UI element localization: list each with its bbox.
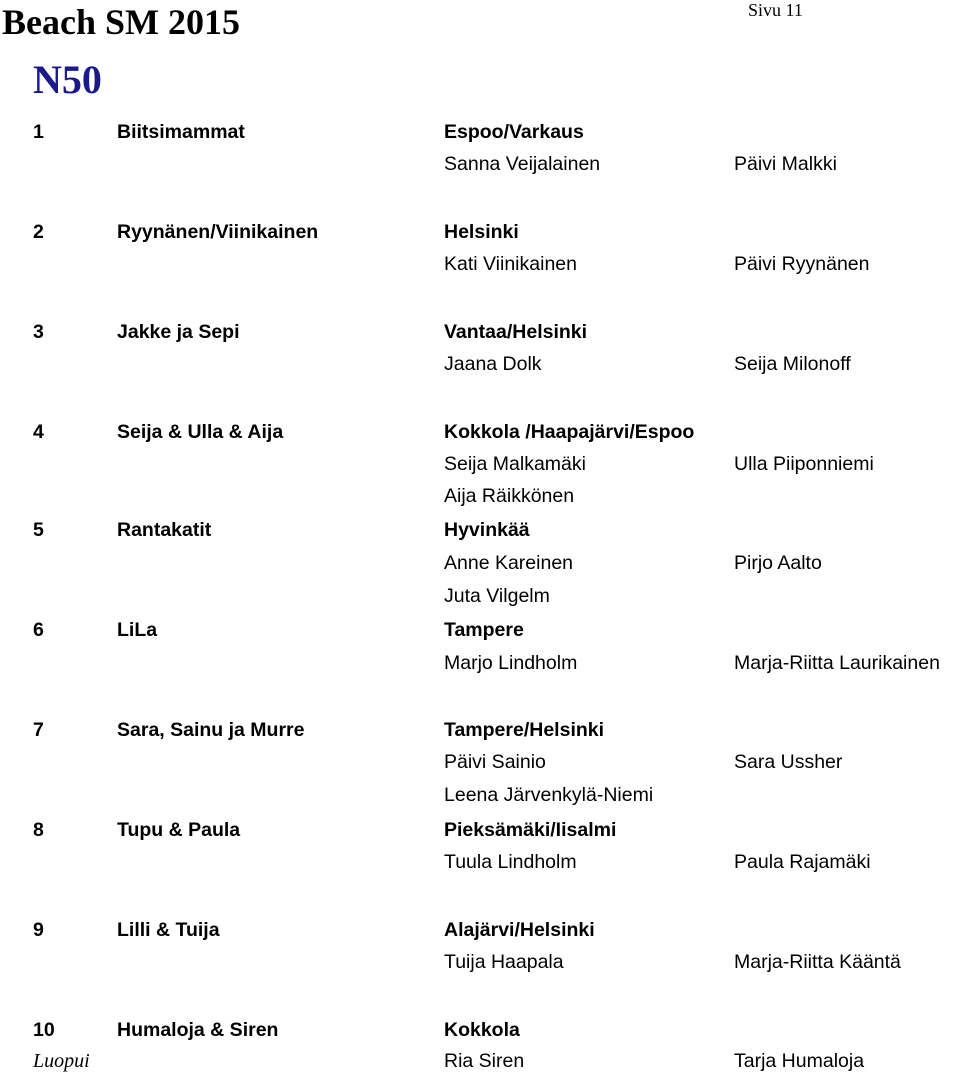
player-name: Päivi Ryynänen	[734, 253, 870, 275]
page-number: Sivu 11	[748, 0, 803, 20]
player-name: Marja-Riitta Laurikainen	[734, 652, 940, 674]
player-name: Aija Räikkönen	[444, 485, 575, 507]
team-name: Seija & Ulla & Aija	[117, 421, 284, 443]
team-row	[0, 916, 960, 944]
player-name: Tarja Humaloja	[734, 1050, 865, 1072]
team-name: Tupu & Paula	[117, 819, 241, 841]
player-name: Anne Kareinen	[444, 552, 574, 574]
team-rank: 4	[33, 421, 44, 443]
team-name: Biitsimammat	[117, 121, 245, 143]
team-city: Helsinki	[444, 221, 519, 243]
team-row	[0, 616, 960, 644]
player-name: Ulla Piiponniemi	[734, 453, 874, 475]
player-name: Sanna Veijalainen	[444, 153, 601, 175]
team-city: Kokkola /Haapajärvi/Espoo	[444, 421, 695, 443]
player-row	[0, 848, 960, 876]
team-city: Vantaa/Helsinki	[444, 321, 588, 343]
player-row	[0, 582, 960, 610]
team-name: Sara, Sainu ja Murre	[117, 719, 305, 741]
player-name: Pirjo Aalto	[734, 552, 822, 574]
player-row	[0, 649, 960, 677]
player-name: Kati Viinikainen	[444, 253, 577, 275]
team-row	[0, 118, 960, 146]
team-rank: 6	[33, 619, 44, 641]
team-name: LiLa	[117, 619, 158, 641]
player-row	[0, 250, 960, 278]
team-name: Jakke ja Sepi	[117, 321, 240, 343]
team-name: Ryynänen/Viinikainen	[117, 221, 319, 243]
team-row	[0, 318, 960, 346]
player-row	[0, 748, 960, 776]
player-name: Seija Milonoff	[734, 353, 851, 375]
team-row	[0, 516, 960, 544]
division-heading: N50	[33, 57, 102, 102]
player-name: Tuula Lindholm	[444, 851, 577, 873]
team-rank: 9	[33, 919, 44, 941]
player-name: Marjo Lindholm	[444, 652, 578, 674]
team-rank: 1	[33, 121, 44, 143]
team-rank: 2	[33, 221, 44, 243]
team-city: Hyvinkää	[444, 519, 530, 541]
player-name: Tuija Haapala	[444, 951, 564, 973]
team-name: Rantakatit	[117, 519, 212, 541]
player-name: Ria Siren	[444, 1050, 525, 1072]
team-name: Humaloja & Siren	[117, 1019, 279, 1041]
team-city: Kokkola	[444, 1019, 520, 1041]
team-city: Tampere	[444, 619, 524, 641]
team-name: Lilli & Tuija	[117, 919, 220, 941]
team-row	[0, 716, 960, 744]
player-name: Sara Ussher	[734, 751, 843, 773]
document-title: Beach SM 2015	[2, 2, 240, 42]
team-rank: 7	[33, 719, 44, 741]
player-row	[0, 781, 960, 809]
team-city: Tampere/Helsinki	[444, 719, 605, 741]
team-row	[0, 218, 960, 246]
team-row	[0, 816, 960, 844]
team-row	[0, 418, 960, 446]
team-city: Pieksämäki/Iisalmi	[444, 819, 617, 841]
player-name: Päivi Malkki	[734, 153, 837, 175]
team-rank: 8	[33, 819, 44, 841]
team-rank: 10	[33, 1019, 55, 1041]
player-row	[0, 350, 960, 378]
player-row	[0, 948, 960, 976]
team-city: Espoo/Varkaus	[444, 121, 584, 143]
player-row	[0, 150, 960, 178]
player-row	[0, 549, 960, 577]
team-city: Alajärvi/Helsinki	[444, 919, 595, 941]
team-row	[0, 1016, 960, 1044]
player-name: Päivi Sainio	[444, 751, 546, 773]
withdrawn-status: Luopui	[33, 1050, 90, 1072]
team-rank: 5	[33, 519, 44, 541]
player-name: Leena Järvenkylä-Niemi	[444, 784, 654, 806]
player-row	[0, 482, 960, 510]
player-name: Marja-Riitta Kääntä	[734, 951, 901, 973]
player-row	[0, 1047, 960, 1075]
player-name: Seija Malkamäki	[444, 453, 586, 475]
player-name: Juta Vilgelm	[444, 585, 550, 607]
player-name: Jaana Dolk	[444, 353, 542, 375]
player-name: Paula Rajamäki	[734, 851, 871, 873]
team-rank: 3	[33, 321, 44, 343]
player-row	[0, 450, 960, 478]
